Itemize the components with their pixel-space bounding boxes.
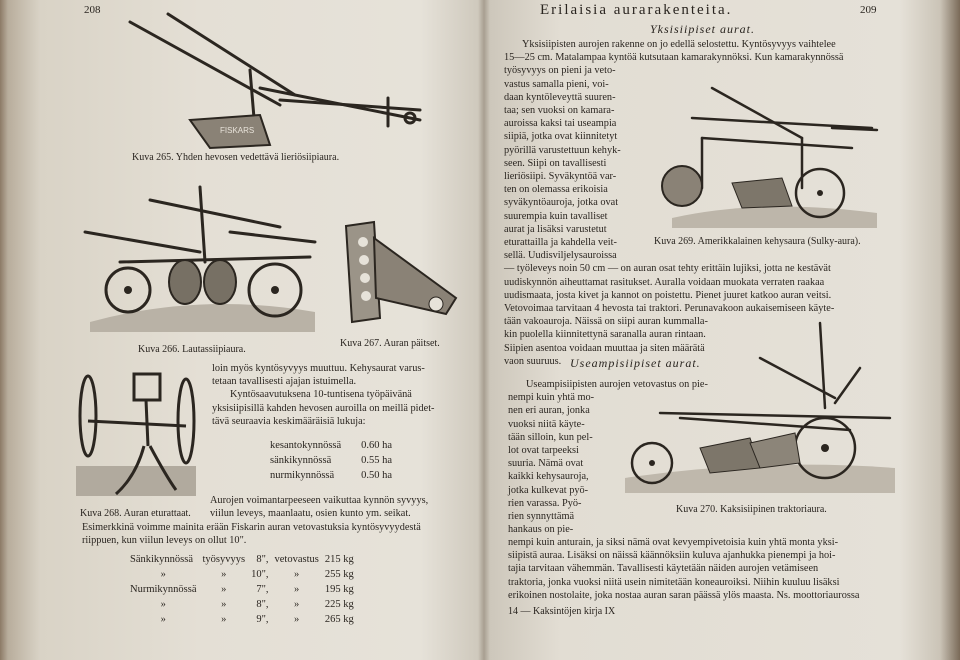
text-line: sellä. Uudisviljelysauroissa bbox=[504, 250, 617, 262]
text-line: pyörillä varustettuun kehyk- bbox=[504, 144, 621, 156]
section-title-single-wing: Yksisiipiset aurat. bbox=[650, 22, 756, 36]
fig266-caption: Kuva 266. Lautassiipiaura. bbox=[138, 344, 246, 355]
condition: » bbox=[160, 569, 166, 580]
text-line: siipiä, jotka ovat kiinnitetyt bbox=[504, 131, 618, 143]
resistance-value: 255 kg bbox=[324, 569, 354, 580]
resistance-value: 195 kg bbox=[324, 584, 354, 595]
text-line: työsyvyys on pieni ja veto- bbox=[504, 65, 616, 77]
table-row bbox=[270, 438, 398, 453]
text-line: ten on olemassa erikoisia bbox=[504, 184, 608, 196]
text-line: siipistä auraa. Lisäksi on näissä käännöksiin kuluva ajanhukka pienempi ja hoi- bbox=[508, 550, 836, 562]
text-line: Esimerkkinä voimme mainita erään Fiskarin auran vetovastuksia kyntösyvyydestä bbox=[82, 522, 421, 533]
plowing-yield-table bbox=[270, 438, 398, 483]
text-line: 15—25 cm. Matalampaa kyntöä kutsutaan kamarakynnöksi. Kun kamarakynnössä bbox=[504, 52, 844, 64]
text-line: nempi kuin anturain, ja siksi nämä ovat kevyempivetoisia kuin yhtä monta yksi- bbox=[508, 537, 839, 548]
depth-label: työsyvyys bbox=[202, 554, 246, 565]
text-line: vuoksi niitä käyte- bbox=[508, 418, 585, 430]
text-line: tajia tarvitaan vähemmän. Tavallisesti käytetään näiden aurojen vetämiseen bbox=[508, 563, 819, 575]
text-line: lieriösiipi. Syväkyntöä var- bbox=[504, 171, 617, 183]
resistance-value: 265 kg bbox=[324, 614, 354, 625]
section-title-multi-wing: Useampisiipiset aurat. bbox=[570, 356, 701, 370]
fig269-sulky-plow bbox=[652, 78, 882, 228]
text-line: Vetovoimaa tarvitaan 4 hevosta tai traktori. Perunavakoon aukaisemiseen käyte- bbox=[504, 303, 835, 315]
left-page bbox=[40, 0, 480, 660]
fig269-caption: Kuva 269. Amerikkalainen kehysaura (Sulky-aura). bbox=[654, 236, 861, 247]
fig265-caption: Kuva 265. Yhden hevosen vedettävä lieriösiipiaura. bbox=[132, 152, 340, 163]
fig270-caption: Kuva 270. Kaksisiipinen traktoriaura. bbox=[676, 504, 827, 515]
multi-wing-text-full bbox=[508, 536, 928, 602]
yield-label: nurmikynnössä bbox=[270, 470, 335, 481]
depth-label: » bbox=[221, 614, 227, 625]
page-footer: 14 — Kaksintöjen kirja IX bbox=[508, 606, 616, 617]
text-line: jotka kulkevat pyö- bbox=[508, 484, 589, 496]
yield-value: 0.55 ha bbox=[361, 455, 393, 466]
left-paragraph-2-top bbox=[210, 494, 480, 520]
multi-wing-text-narrow bbox=[508, 378, 708, 536]
text-line: hankaus on pie- bbox=[508, 524, 574, 536]
text-line: Aurojen voimantarpeeseen vaikuttaa kynnön syvyys, bbox=[210, 495, 429, 506]
text-line: suurempia kuin tavalliset bbox=[504, 210, 608, 222]
resistance-value: 225 kg bbox=[324, 599, 354, 610]
resistance-label: » bbox=[294, 569, 300, 580]
resistance-label: » bbox=[294, 584, 300, 595]
text-line: nen eri auran, jonka bbox=[508, 405, 590, 417]
text-line: tään silloin, kun pel- bbox=[508, 431, 593, 443]
fig265-single-horse-plow bbox=[120, 10, 430, 160]
text-line: tävä seuraavia keskimääräisiä lukuja: bbox=[212, 415, 366, 427]
right-page-number: 209 bbox=[860, 4, 877, 16]
text-line: suuria. Nämä ovat bbox=[508, 458, 584, 470]
table-row bbox=[270, 453, 398, 468]
depth: 10", bbox=[251, 569, 269, 580]
text-line: syväkyntöauroja, jotka ovat bbox=[504, 197, 619, 209]
text-line: loin myös kyntösyvyys muuttuu. Kehysaurat varus- bbox=[212, 363, 425, 374]
text-line: vaon suuruus. bbox=[504, 355, 562, 367]
fig266-disc-plow bbox=[80, 182, 320, 332]
text-line: taa; sen vuoksi on kamara- bbox=[504, 105, 615, 117]
text-line: traktoria, jonka vuoksi niitä usein nimitetään koneauroiksi. Niihin kuuluu lisäksi bbox=[508, 576, 840, 588]
text-line: lot ovat tarpeeksi bbox=[508, 445, 579, 457]
text-line: rien varassa. Pyö- bbox=[508, 497, 582, 509]
text-line: nempi kuin yhtä mo- bbox=[508, 392, 595, 404]
text-line: vastus samalla pieni, voi- bbox=[504, 78, 609, 90]
text-line: kin puolella kiinnitettynä saranalla auran rintaan. bbox=[504, 329, 706, 341]
condition: Nurmikynnössä bbox=[130, 584, 197, 595]
text-line: tään vakoauroja. Näissä on siipi auran kummalla- bbox=[504, 316, 708, 328]
text-line: kaikki kehysauroja, bbox=[508, 471, 589, 483]
depth-label: » bbox=[221, 599, 227, 610]
table-row bbox=[130, 552, 360, 567]
text-line: uudismaata, josta kivet ja kannot on poistettu. Pienet juuret katkoo auran veitsi. bbox=[504, 289, 832, 301]
right-page bbox=[490, 0, 930, 660]
left-paragraph-1 bbox=[212, 362, 476, 428]
yield-label: sänkikynnössä bbox=[270, 455, 332, 466]
condition: Sänkikynnössä bbox=[130, 554, 193, 565]
resistance-label: » bbox=[294, 599, 300, 610]
fig265-brand-label: FISKARS bbox=[220, 126, 255, 135]
resistance-value: 215 kg bbox=[324, 554, 354, 565]
depth: 8", bbox=[256, 554, 269, 565]
text-line: auroissa kaksi tai useampia bbox=[504, 118, 617, 130]
running-head: Erilaisia aurarakenteita. bbox=[540, 2, 733, 18]
fig268-front-wheels bbox=[76, 366, 206, 502]
depth-label: » bbox=[221, 569, 227, 580]
text-line: aurat ja lisäksi varustetut bbox=[504, 223, 607, 235]
text-line: rien synnyttämä bbox=[508, 511, 575, 523]
text-line: yksisiipisillä kahden hevosen auroilla on meillä pidet- bbox=[212, 402, 435, 414]
text-line: riippuen, kun viilun leveys on ollut 10". bbox=[82, 535, 247, 547]
fig267-plow-clevis bbox=[336, 218, 464, 330]
resistance-label: vetovastus bbox=[274, 554, 319, 565]
text-line: daan kyntöleveyttä suuren- bbox=[504, 91, 616, 103]
table-row bbox=[130, 597, 360, 612]
left-paragraph-2-bottom bbox=[82, 521, 482, 547]
yield-label: kesantokynnössä bbox=[270, 440, 342, 451]
text-line: eturattailla ja kahdella veit- bbox=[504, 237, 617, 249]
resistance-label: » bbox=[294, 614, 300, 625]
draft-resistance-table bbox=[130, 552, 360, 627]
text-line: viilun leveys, maanlaatu, osien kunto ym. seikat. bbox=[210, 508, 411, 520]
text-line: Siipien asentoa voidaan muuttaa ja siten määrätä bbox=[504, 342, 705, 354]
fig270-two-wing-tractor-plow bbox=[620, 318, 900, 493]
yield-value: 0.60 ha bbox=[361, 440, 393, 451]
table-row bbox=[130, 582, 360, 597]
text-line: Yksisiipisten aurojen rakenne on jo edellä selostettu. Kyntösyvyys vaihtelee bbox=[522, 39, 836, 50]
text-line: seen. Siipi on tavallisesti bbox=[504, 157, 607, 169]
fig267-caption: Kuva 267. Auran päitset. bbox=[340, 338, 440, 349]
table-row bbox=[130, 612, 360, 627]
depth: 8", bbox=[256, 599, 269, 610]
condition: » bbox=[160, 614, 166, 625]
text-line: uudiskynnön aiheuttamat rasitukset. Auralla voidaan muokata verraten raakaa bbox=[504, 276, 825, 288]
left-page-number: 208 bbox=[84, 4, 101, 16]
condition: » bbox=[160, 599, 166, 610]
text-line: Kyntösaavutuksena 10-tuntisena työpäivänä bbox=[230, 389, 412, 401]
yield-value: 0.50 ha bbox=[361, 470, 393, 481]
text-line: tetaan tavallisesti ajajan istuimella. bbox=[212, 376, 357, 388]
depth-label: » bbox=[221, 584, 227, 595]
text-line: erikoinen nostolaite, joka nostaa auran saran päässä ylös maasta. Ns. moottoriaurossa bbox=[508, 589, 860, 601]
fig268-caption: Kuva 268. Auran eturattaat. bbox=[80, 508, 191, 519]
table-row bbox=[270, 468, 398, 483]
table-row bbox=[130, 567, 360, 582]
text-line: — työleveys noin 50 cm — on auran osat tehty erittäin lujiksi, jotta ne kestävät bbox=[504, 263, 831, 275]
text-line: Useampisiipisten aurojen vetovastus on pie- bbox=[526, 379, 708, 390]
depth: 9", bbox=[256, 614, 269, 625]
depth: 7", bbox=[256, 584, 269, 595]
